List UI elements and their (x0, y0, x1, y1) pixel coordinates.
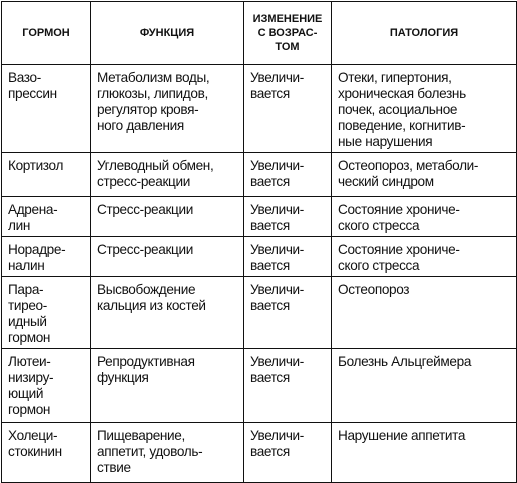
cell-pathology: Состояние хрониче- ского стресса (332, 237, 517, 277)
cell-pathology: Остеопороз (332, 277, 517, 349)
table-row (2, 237, 517, 277)
cell-hormone: Пара- тирео- идный гормон (2, 277, 91, 349)
cell-hormone: Лютеи- низиру- ющий гормон (2, 349, 91, 423)
cell-hormone: Норадре- налин (2, 237, 91, 277)
cell-function: Стресс-реакции (91, 197, 244, 237)
cell-function: Высвобождение кальция из костей (91, 277, 244, 349)
table-row (2, 423, 517, 483)
table-row (2, 349, 517, 423)
header-hormone: ГОРМОН (2, 2, 91, 65)
hormone-table-container (1, 1, 516, 483)
header-function: ФУНКЦИЯ (91, 2, 244, 65)
cell-pathology: Отеки, гипертония, хроническая болезнь почек, асоциальное поведение, когнитив- ные нарушения (332, 65, 517, 153)
table-row (2, 197, 517, 237)
cell-age-change: Увеличи- вается (244, 237, 332, 277)
cell-age-change: Увеличи- вается (244, 423, 332, 483)
cell-age-change: Увеличи- вается (244, 277, 332, 349)
table-row (2, 277, 517, 349)
cell-hormone: Вазо- прессин (2, 65, 91, 153)
cell-function: Репродуктивная функция (91, 349, 244, 423)
cell-hormone: Кортизол (2, 153, 91, 197)
cell-function: Углеводный обмен, стресс-реакции (91, 153, 244, 197)
table-header-row (2, 2, 517, 65)
cell-function: Стресс-реакции (91, 237, 244, 277)
table-row (2, 153, 517, 197)
cell-hormone: Холеци- стокинин (2, 423, 91, 483)
header-pathology: ПАТОЛОГИЯ (332, 2, 517, 65)
cell-hormone: Адрена- лин (2, 197, 91, 237)
cell-age-change: Увеличи- вается (244, 197, 332, 237)
cell-age-change: Увеличи- вается (244, 349, 332, 423)
cell-function: Метаболизм воды, глюкозы, липидов, регулятор кровя- ного давления (91, 65, 244, 153)
header-age-change: ИЗМЕНЕНИЕ С ВОЗРАС- ТОМ (244, 2, 332, 65)
cell-pathology: Болезнь Альцгеймера (332, 349, 517, 423)
cell-age-change: Увеличи- вается (244, 153, 332, 197)
cell-function: Пищеварение, аппетит, удоволь- ствие (91, 423, 244, 483)
hormone-table (1, 1, 517, 483)
table-row (2, 65, 517, 153)
cell-pathology: Состояние хрониче- ского стресса (332, 197, 517, 237)
cell-pathology: Нарушение аппетита (332, 423, 517, 483)
cell-pathology: Остеопороз, метаболи- ческий синдром (332, 153, 517, 197)
cell-age-change: Увеличи- вается (244, 65, 332, 153)
